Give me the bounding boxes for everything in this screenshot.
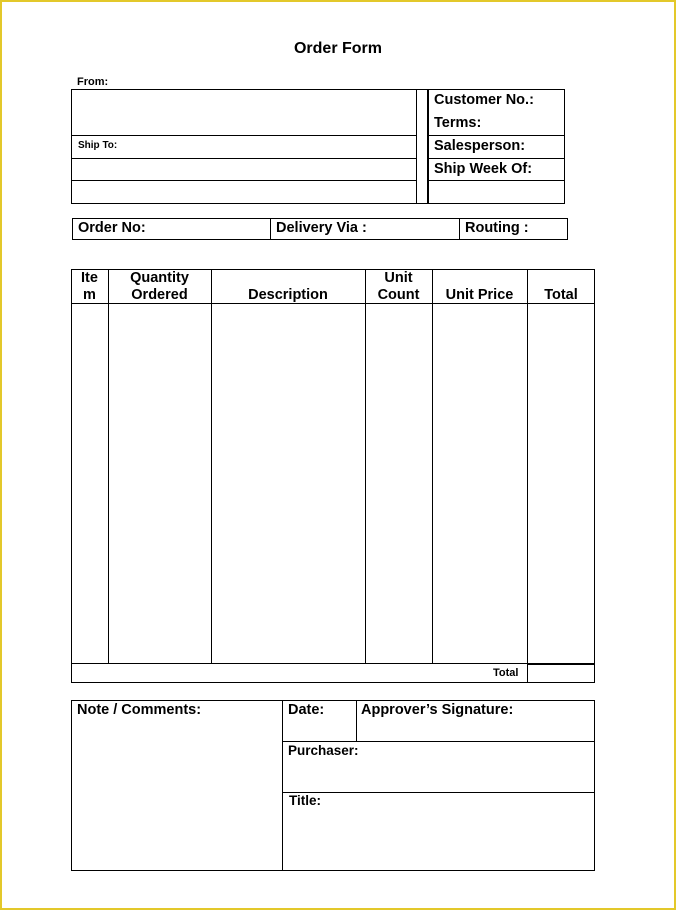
column-header-unit-count: Unit Count [377,270,420,303]
from-label: From: [77,76,109,88]
title-label: Title: [289,793,322,808]
terms-label: Terms: [434,115,482,131]
customer-no-label: Customer No.: [434,92,534,108]
approver-signature-label: Approver’s Signature: [361,702,514,718]
total-label: Total [493,667,519,679]
ship-to-field-2[interactable] [72,181,415,203]
column-header-quantity: Quantity Ordered [130,270,189,303]
ship-week-label: Ship Week Of: [434,161,533,177]
purchaser-field[interactable] [283,762,594,791]
column-header-item: Ite m [81,270,98,303]
purchaser-label: Purchaser: [288,743,359,758]
date-field[interactable] [283,720,355,740]
grand-total-field[interactable] [528,665,594,682]
ship-to-field-1[interactable] [72,159,415,179]
from-field[interactable] [72,90,415,134]
approver-signature-field[interactable] [357,720,594,740]
column-header-description: Description [248,287,328,303]
divider [282,792,595,793]
divider [416,89,417,204]
column-header-total: Total [544,287,578,303]
column-header-unit-price: Unit Price [445,287,514,303]
page-title: Order Form [293,40,382,57]
notes-label: Note / Comments: [77,702,202,718]
title-field[interactable] [283,812,594,870]
divider [459,218,460,240]
order-no-label: Order No: [78,220,146,236]
items-entry-area[interactable] [72,304,595,663]
divider [428,135,565,136]
divider [428,180,565,181]
divider [428,158,565,159]
routing-label: Routing : [465,220,529,236]
notes-field[interactable] [72,722,281,870]
divider [282,741,595,742]
ship-to-label: Ship To: [78,140,118,151]
date-label: Date: [288,702,325,718]
divider [270,218,271,240]
delivery-via-label: Delivery Via : [276,220,367,236]
salesperson-label: Salesperson: [434,138,526,154]
divider [71,135,416,136]
